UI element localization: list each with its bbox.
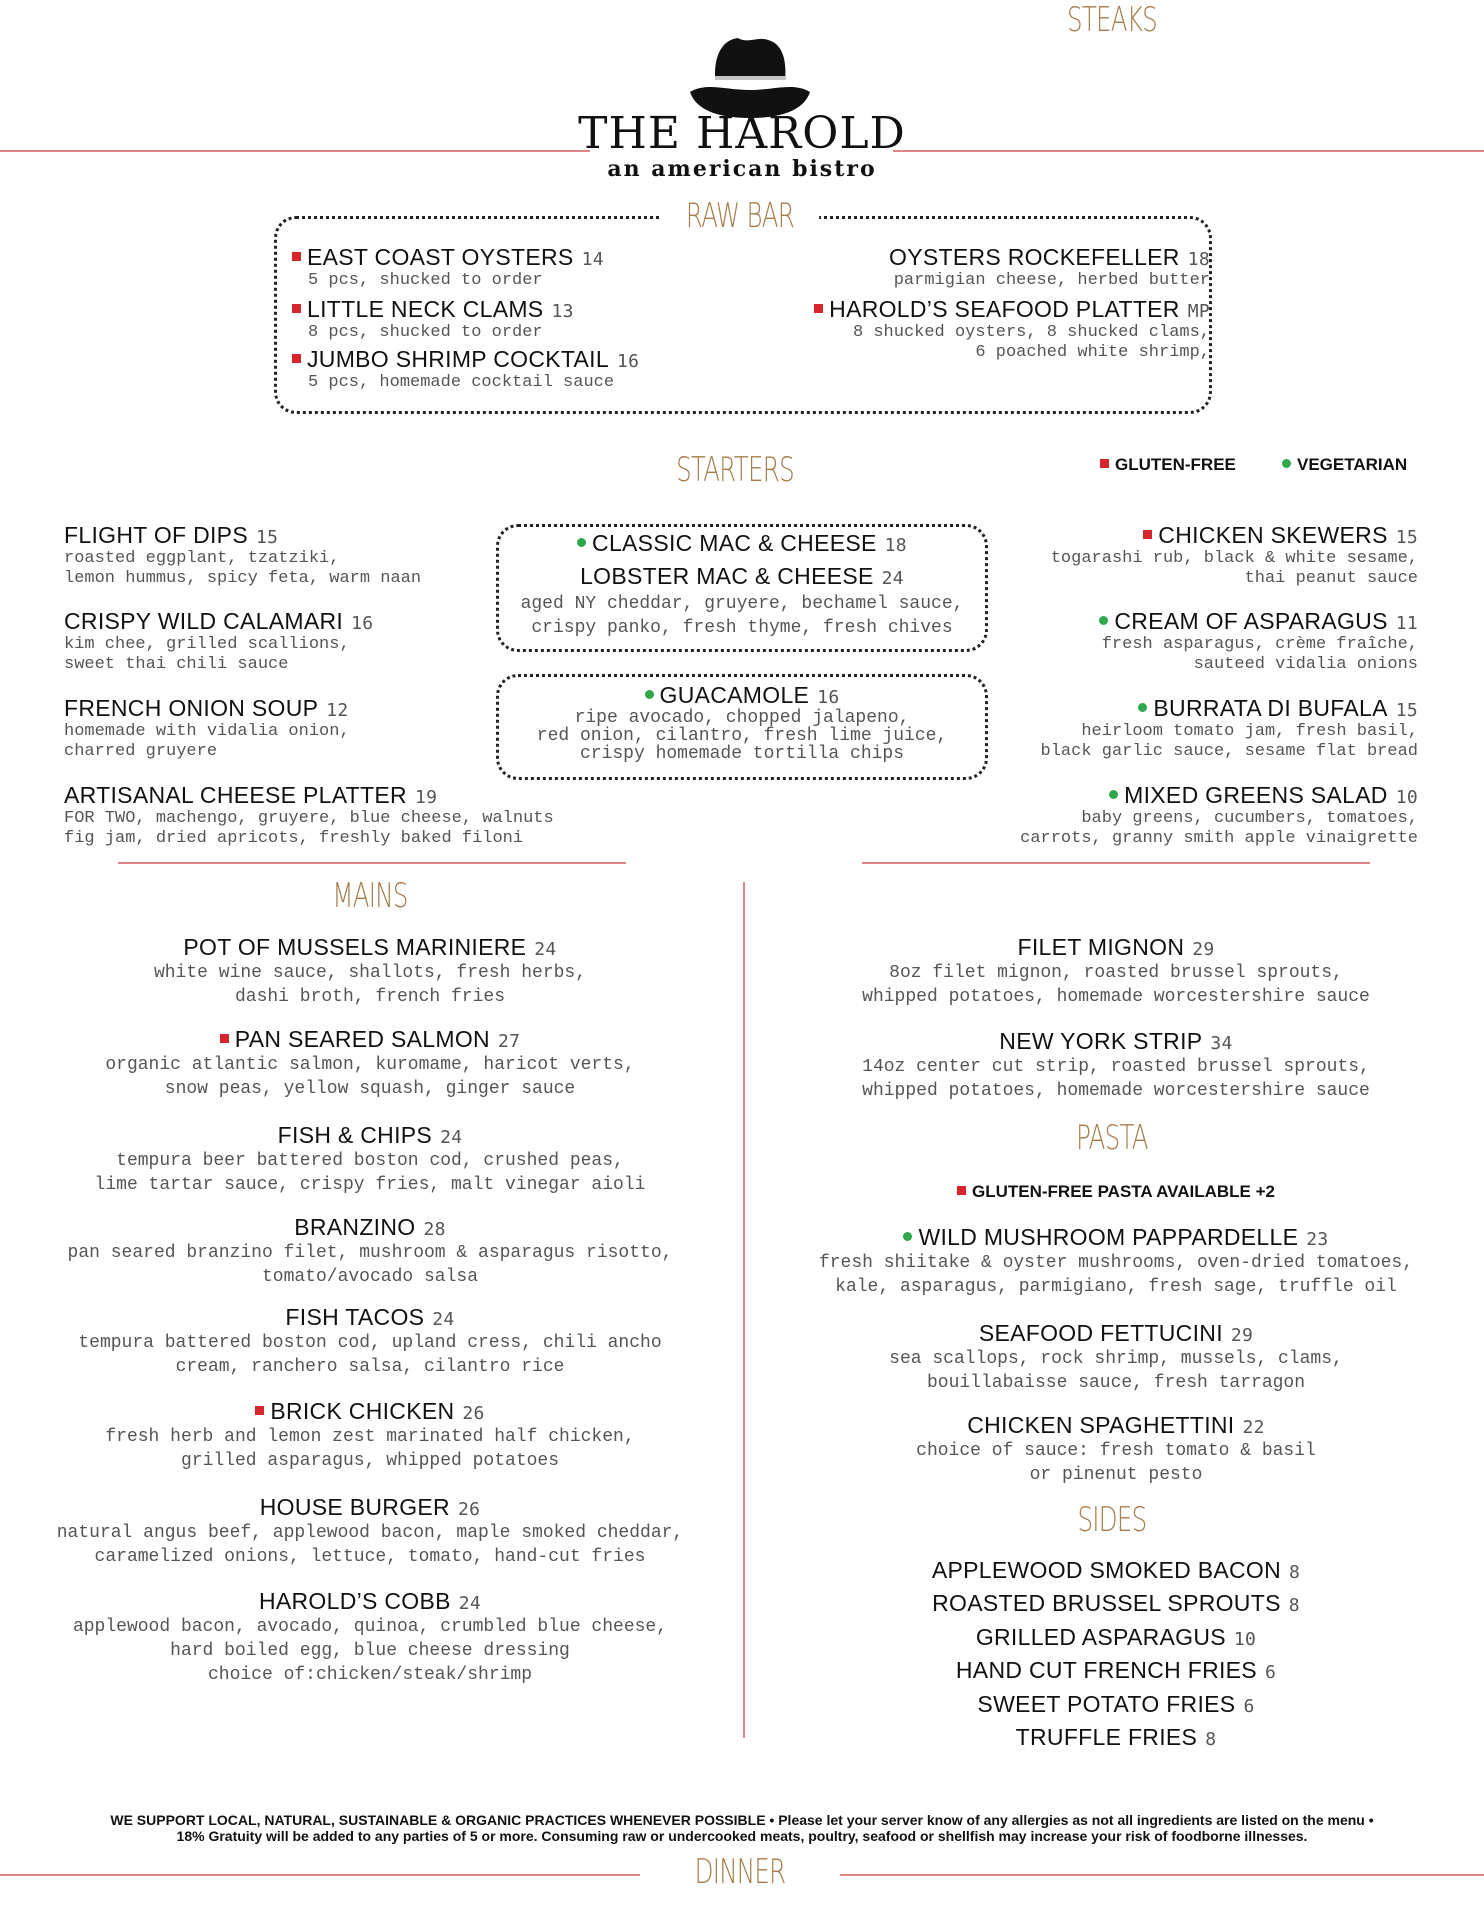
vegetarian-icon — [577, 538, 586, 547]
sides-title: SIDES — [1077, 1500, 1147, 1540]
restaurant-tagline: an american bistro — [607, 156, 877, 182]
pasta-title: PASTA — [1076, 1118, 1148, 1158]
starters-title: STARTERS — [676, 450, 794, 490]
raw-bar-item: OYSTERS ROCKEFELLER 18 parmigian cheese, herbed butter — [889, 244, 1210, 290]
pasta-item: CHICKEN SPAGHETTINI 22 choice of sauce: fresh tomato & basil or pinenut pesto — [916, 1412, 1316, 1485]
vegetarian-icon — [903, 1232, 912, 1241]
gluten-free-icon — [1143, 530, 1152, 539]
main-item: FISH & CHIPS 24 tempura beer battered boston cod, crushed peas, lime tartar sauce, crispy fries, malt vinegar aioli — [94, 1122, 646, 1195]
side-item: ROASTED BRUSSEL SPROUTS 8 — [932, 1590, 1300, 1616]
gluten-free-icon — [292, 304, 301, 313]
side-item: SWEET POTATO FRIES 6 — [977, 1691, 1255, 1717]
starter-item: CREAM OF ASPARAGUS 11 fresh asparagus, crème fraîche, sauteed vidalia onions — [1099, 608, 1418, 675]
steak-item: FILET MIGNON 29 8oz filet mignon, roasted brussel sprouts, whipped potatoes, homemade worcestershire sauce — [862, 934, 1370, 1007]
vegetarian-icon — [1138, 703, 1147, 712]
vegetarian-icon — [1282, 459, 1291, 468]
pasta-item: WILD MUSHROOM PAPPARDELLE 23 fresh shiitake & oyster mushrooms, oven-dried tomatoes, kale, asparagus, parmigiano, fresh sage, truffle oil — [818, 1224, 1414, 1297]
legend-gluten-free: GLUTEN-FREE — [1100, 455, 1236, 475]
main-item: FISH TACOS 24 tempura battered boston cod, upland cress, chili ancho cream, ranchero salsa, cilantro rice — [78, 1304, 662, 1377]
side-item: GRILLED ASPARAGUS 10 — [975, 1624, 1257, 1650]
side-item: TRUFFLE FRIES 8 — [1015, 1724, 1217, 1750]
gluten-free-icon — [220, 1034, 229, 1043]
menu-name: DINNER — [694, 1852, 786, 1892]
footer-disclaimer — [0, 1812, 1484, 1844]
pasta-item: SEAFOOD FETTUCINI 29 sea scallops, rock shrimp, mussels, clams, bouillabaisse sauce, fresh tarragon — [889, 1320, 1343, 1393]
main-item: HOUSE BURGER 26 natural angus beef, applewood bacon, maple smoked cheddar, caramelized onions, lettuce, tomato, hand-cut fries — [56, 1494, 684, 1567]
column-divider — [743, 882, 745, 1738]
main-item: PAN SEARED SALMON 27 organic atlantic salmon, kuromame, haricot verts, snow peas, yellow squash, ginger sauce — [105, 1026, 635, 1099]
mac-and-cheese-item: CLASSIC MAC & CHEESE 18 LOBSTER MAC & CHEESE 24 aged NY cheddar, gruyere, bechamel sauce, crispy panko, fresh thyme, fresh chives — [520, 530, 964, 638]
vegetarian-icon — [1109, 790, 1118, 799]
steaks-title: STEAKS — [1067, 0, 1157, 40]
footer-rule-right — [840, 1874, 1484, 1876]
raw-bar-item: HAROLD’S SEAFOOD PLATTER MP 8 shucked oysters, 8 shucked clams, 6 poached white shrimp, — [814, 296, 1210, 363]
gluten-free-icon — [1100, 459, 1109, 468]
footer-rule-left — [0, 1874, 640, 1876]
main-item: BRICK CHICKEN 26 fresh herb and lemon zest marinated half chicken, grilled asparagus, whipped potatoes — [105, 1398, 635, 1471]
raw-bar-title: RAW BAR — [661, 196, 819, 236]
gluten-free-icon — [255, 1406, 264, 1415]
vegetarian-icon — [1099, 616, 1108, 625]
guacamole-item: GUACAMOLE 16 ripe avocado, chopped jalapeno, red onion, cilantro, fresh lime juice, crispy homemade tortilla chips — [536, 682, 948, 764]
main-item: POT OF MUSSELS MARINIERE 24 white wine sauce, shallots, fresh herbs, dashi broth, french fries — [153, 934, 587, 1007]
legend-vegetarian: VEGETARIAN — [1282, 455, 1407, 475]
restaurant-name: THE HAROLD — [578, 108, 906, 159]
steak-item: NEW YORK STRIP 34 14oz center cut strip, roasted brussel sprouts, whipped potatoes, homemade worcestershire sauce — [862, 1028, 1370, 1101]
starter-item: FLIGHT OF DIPS 15 roasted eggplant, tzatziki, lemon hummus, spicy feta, warm naan — [64, 522, 422, 588]
side-item: APPLEWOOD SMOKED BACON 8 — [931, 1557, 1301, 1583]
gluten-free-icon — [957, 1186, 966, 1195]
starter-item: FRENCH ONION SOUP 12 homemade with vidalia onion, charred gruyere — [64, 695, 350, 761]
starter-item: CHICKEN SKEWERS 15 togarashi rub, black & white sesame, thai peanut sauce — [1050, 522, 1418, 588]
mains-title: MAINS — [332, 876, 408, 916]
gluten-free-pasta-note: GLUTEN-FREE PASTA AVAILABLE +2 — [748, 1182, 1484, 1202]
raw-bar-item: JUMBO SHRIMP COCKTAIL 16 5 pcs, homemade cocktail sauce — [292, 346, 639, 393]
starter-item: CRISPY WILD CALAMARI 16 kim chee, grilled scallions, sweet thai chili sauce — [64, 608, 374, 674]
footer-line-2: 18% Gratuity will be added to any parties of 5 or more. Consuming raw or undercooked meats, poultry, seafood or shellfish may increase your risk of foodborne illnesses. — [176, 1828, 1308, 1844]
main-item: BRANZINO 28 pan seared branzino filet, mushroom & asparagus risotto, tomato/avocado salsa — [67, 1214, 673, 1287]
gluten-free-icon — [814, 304, 823, 313]
raw-bar-item: LITTLE NECK CLAMS 13 8 pcs, shucked to order — [292, 296, 574, 343]
starter-item: ARTISANAL CHEESE PLATTER 19 FOR TWO, machengo, gruyere, blue cheese, walnuts fig jam, dried apricots, freshly baked filoni — [64, 782, 554, 848]
vegetarian-icon — [645, 690, 654, 699]
main-item: HAROLD’S COBB 24 applewood bacon, avocado, quinoa, crumbled blue cheese, hard boiled egg, blue cheese dressing choice of:chicken/steak/shrimp — [72, 1588, 668, 1685]
steaks-rule — [862, 862, 1370, 864]
raw-bar-item: EAST COAST OYSTERS 14 5 pcs, shucked to order — [292, 244, 604, 291]
gluten-free-icon — [292, 252, 301, 261]
mains-rule — [118, 862, 626, 864]
starter-item: BURRATA DI BUFALA 15 heirloom tomato jam, fresh basil, black garlic sauce, sesame flat bread — [1040, 695, 1418, 761]
footer-line-1: WE SUPPORT LOCAL, NATURAL, SUSTAINABLE & ORGANIC PRACTICES WHENEVER POSSIBLE • Please let your server know of any allergies as not all ingredients are listed on the menu • — [110, 1812, 1374, 1828]
side-item: HAND CUT FRENCH FRIES 6 — [955, 1657, 1277, 1683]
gluten-free-icon — [292, 354, 301, 363]
starter-item: MIXED GREENS SALAD 10 baby greens, cucumbers, tomatoes, carrots, granny smith apple vinaigrette — [1020, 782, 1418, 848]
